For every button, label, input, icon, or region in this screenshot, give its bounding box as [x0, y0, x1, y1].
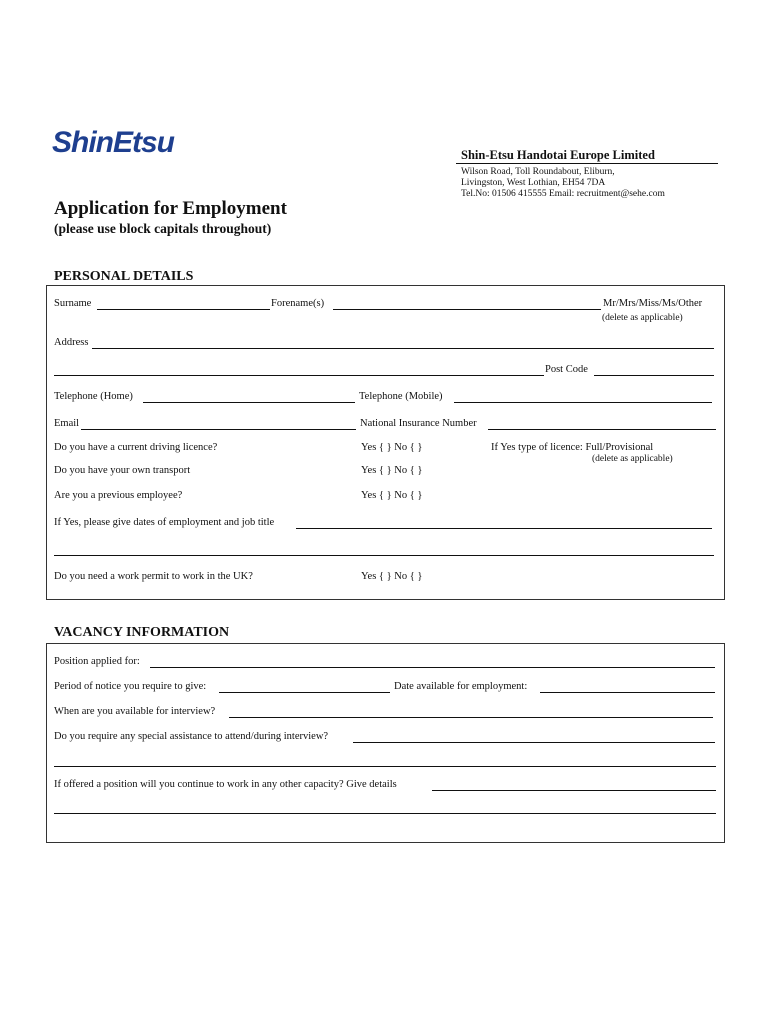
company-contact: Tel.No: 01506 415555 Email: recruitment@sehe.com: [461, 189, 665, 199]
date-available-label: Date available for employment:: [394, 681, 528, 692]
company-address-line2: Livingston, West Lothian, EH54 7DA: [461, 178, 606, 188]
notice-label: Period of notice you require to give:: [54, 681, 207, 692]
licence-type[interactable]: If Yes type of licence: Full/Provisional: [491, 442, 654, 453]
page-title: Application for Employment: [54, 198, 287, 219]
postcode-field[interactable]: [594, 365, 714, 376]
employment-dates-field-line2[interactable]: [54, 545, 714, 556]
title-delete-note: (delete as applicable): [602, 313, 683, 323]
transport-yes-no[interactable]: Yes { } No { }: [361, 465, 423, 476]
postcode-label: Post Code: [545, 364, 588, 375]
company-logo: [52, 126, 194, 160]
address-field-line1[interactable]: [92, 338, 714, 349]
vacancy-heading: VACANCY INFORMATION: [54, 625, 230, 640]
transport-question: Do you have your own transport: [54, 465, 191, 476]
assistance-label: Do you require any special assistance to attend/during interview?: [54, 731, 329, 742]
tel-home-field[interactable]: [143, 392, 355, 403]
date-available-field[interactable]: [540, 682, 715, 693]
email-field[interactable]: [81, 419, 356, 430]
licence-delete-note: (delete as applicable): [592, 454, 673, 464]
ni-field[interactable]: [488, 419, 716, 430]
company-divider: [456, 163, 718, 164]
address-label: Address: [54, 337, 89, 348]
ni-label: National Insurance Number: [360, 418, 477, 429]
other-work-label: If offered a position will you continue to work in any other capacity? Give details: [54, 779, 397, 790]
assistance-field-line2[interactable]: [54, 756, 716, 767]
position-label: Position applied for:: [54, 656, 140, 667]
forename-label: Forename(s): [271, 298, 325, 309]
tel-mobile-field[interactable]: [454, 392, 712, 403]
personal-details-heading: PERSONAL DETAILS: [54, 269, 194, 284]
work-permit-question: Do you need a work permit to work in the UK?: [54, 571, 253, 582]
interview-label: When are you available for interview?: [54, 706, 216, 717]
work-permit-yes-no[interactable]: Yes { } No { }: [361, 571, 423, 582]
email-label: Email: [54, 418, 80, 429]
licence-yes-no[interactable]: Yes { } No { }: [361, 442, 423, 453]
other-work-field-line1[interactable]: [432, 780, 716, 791]
page-subtitle: (please use block capitals throughout): [54, 221, 272, 236]
interview-field[interactable]: [229, 707, 713, 718]
previous-employee-yes-no[interactable]: Yes { } No { }: [361, 490, 423, 501]
assistance-field-line1[interactable]: [353, 732, 715, 743]
tel-home-label: Telephone (Home): [54, 391, 133, 402]
forename-field[interactable]: [333, 299, 601, 310]
position-field[interactable]: [150, 657, 715, 668]
previous-employee-question: Are you a previous employee?: [54, 490, 183, 501]
surname-field[interactable]: [97, 299, 270, 310]
licence-question: Do you have a current driving licence?: [54, 442, 218, 453]
tel-mobile-label: Telephone (Mobile): [359, 391, 443, 402]
employment-dates-field-line1[interactable]: [296, 518, 712, 529]
notice-field[interactable]: [219, 682, 390, 693]
employment-dates-label: If Yes, please give dates of employment and job title: [54, 517, 275, 528]
company-address-line1: Wilson Road, Toll Roundabout, Eliburn,: [461, 167, 615, 177]
surname-label: Surname: [54, 298, 92, 309]
company-name: Shin-Etsu Handotai Europe Limited: [461, 148, 655, 162]
address-field-line2[interactable]: [54, 365, 544, 376]
other-work-field-line2[interactable]: [54, 803, 716, 814]
logo-wordmark: ShinEtsu: [52, 126, 175, 159]
title-options[interactable]: Mr/Mrs/Miss/Ms/Other: [603, 298, 703, 309]
